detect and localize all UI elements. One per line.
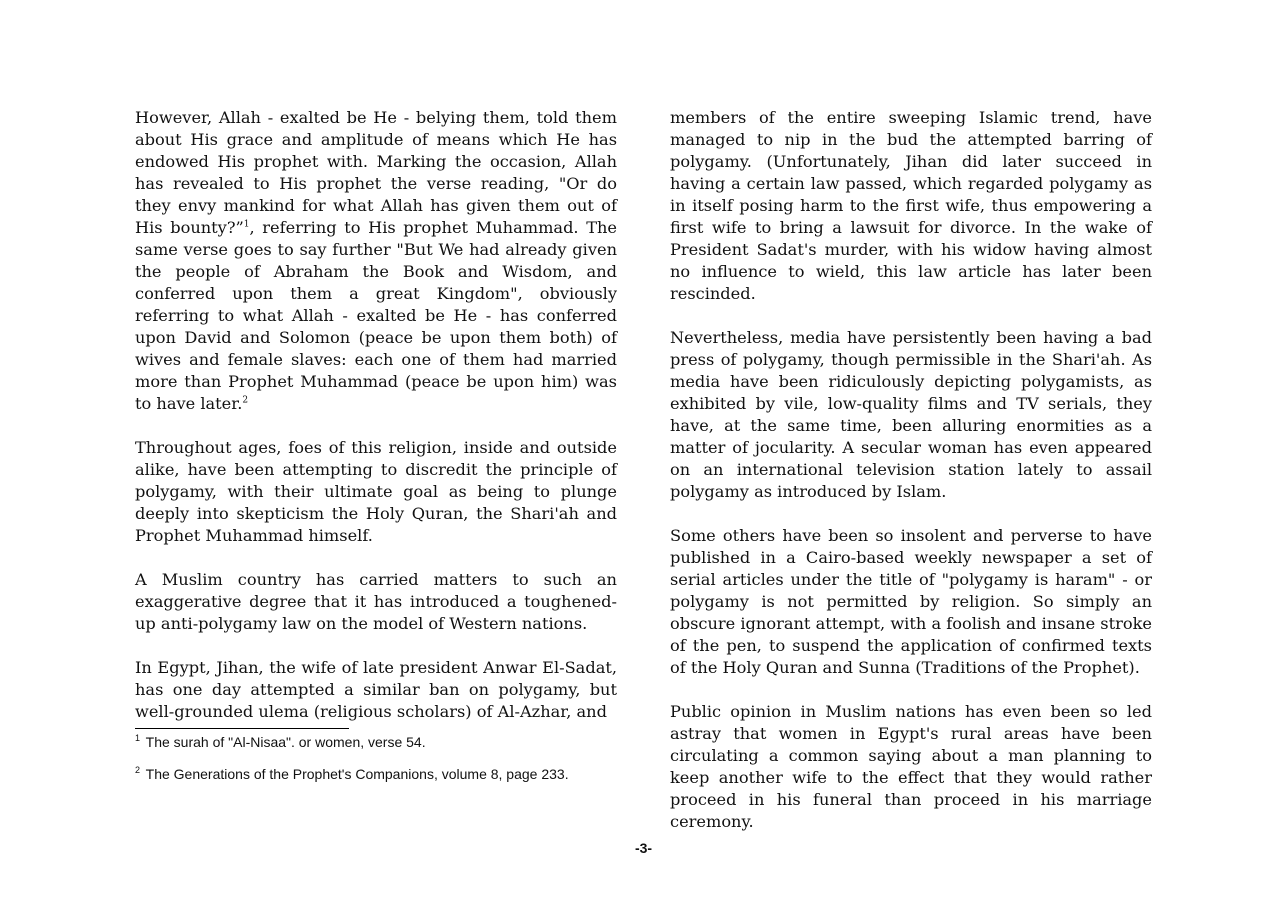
footnote-ref-2[interactable]: 2: [242, 395, 249, 406]
page-number: -3-: [634, 840, 653, 856]
footnote-1: [135, 733, 635, 751]
left-column: [135, 107, 617, 745]
footnote-divider: [135, 728, 349, 729]
left-paragraph-3: A Muslim country has carried matters to such an exaggerative degree that it has introduced a toughened-up anti-polygamy law on the model of Western nations.: [135, 570, 617, 633]
right-column: [670, 107, 1152, 855]
right-paragraph-4: Public opinion in Muslim nations has even been so led astray that women in Egypt's rural areas have been circulating a common saying about a man planning to keep another wife to the effect that they would rather proceed in his funeral than proceed in his marriage ceremony.: [670, 702, 1152, 831]
footnote-2: [135, 765, 635, 783]
footnote-number: 2: [135, 765, 141, 776]
footnotes: [135, 733, 635, 783]
right-paragraph-2: Nevertheless, media have persistently been having a bad press of polygamy, though permissible in the Shari'ah. As media have been ridiculously depicting polygamists, as exhibited by vile, low-quality films and TV serials, they have, at the same time, been alluring enormities as a matter of jocularity. A secular woman has even appeared on an international television station lately to assail polygamy as introduced by Islam.: [670, 328, 1152, 501]
left-paragraph-1: However, Allah - exalted be He - belying them, told them about His grace and amplitude of means which He has endowed His prophet with. Marking the occasion, Allah has revealed to His prophet the verse reading, "Or do they envy mankind for what Allah has given them out of His bounty?”$^1$, referring to His prophet Muhammad. The same verse goes to say further "But We had already given the people of Abraham the Book and Wisdom, and conferred upon them a great Kingdom", obviously referring to what Allah - exalted be He - has conferred upon David and Solomon (peace be upon them both) of wives and female slaves: each one of them had married more than Prophet Muhammad (peace be upon him) was to have later.$^2$: [135, 108, 617, 413]
right-paragraph-3: Some others have been so insolent and perverse to have published in a Cairo-based weekly newspaper a set of serial articles under the title of "polygamy is haram" - or polygamy is not permitted by religion. So simply an obscure ignorant attempt, with a foolish and insane stroke of the pen, to suspend the application of confirmed texts of the Holy Quran and Sunna (Traditions of the Prophet).: [670, 526, 1152, 677]
footnote-number: 1: [135, 733, 141, 744]
footnote-ref-1[interactable]: 1: [243, 219, 250, 230]
footnote-text: The Generations of the Prophet's Companions, volume 8, page 233.: [145, 766, 569, 782]
left-paragraph-2: Throughout ages, foes of this religion, inside and outside alike, have been attempting to discredit the principle of polygamy, with their ultimate goal as being to plunge deeply into skepticism the Holy Quran, the Shari'ah and Prophet Muhammad himself.: [135, 438, 617, 545]
left-paragraph-4: In Egypt, Jihan, the wife of late president Anwar El-Sadat, has one day attempted a similar ban on polygamy, but well-grounded ulema (religious scholars) of Al-Azhar, and: [135, 658, 617, 721]
right-paragraph-1: members of the entire sweeping Islamic trend, have managed to nip in the bud the attempted barring of polygamy. (Unfortunately, Jihan did later succeed in having a certain law passed, which regarded polygamy as in itself posing harm to the first wife, thus empowering a first wife to bring a lawsuit for divorce. In the wake of President Sadat's murder, with his widow having almost no influence to wield, this law article has later been rescinded.: [670, 108, 1152, 303]
footnote-text: The surah of "Al-Nisaa". or women, verse 54.: [145, 734, 426, 750]
